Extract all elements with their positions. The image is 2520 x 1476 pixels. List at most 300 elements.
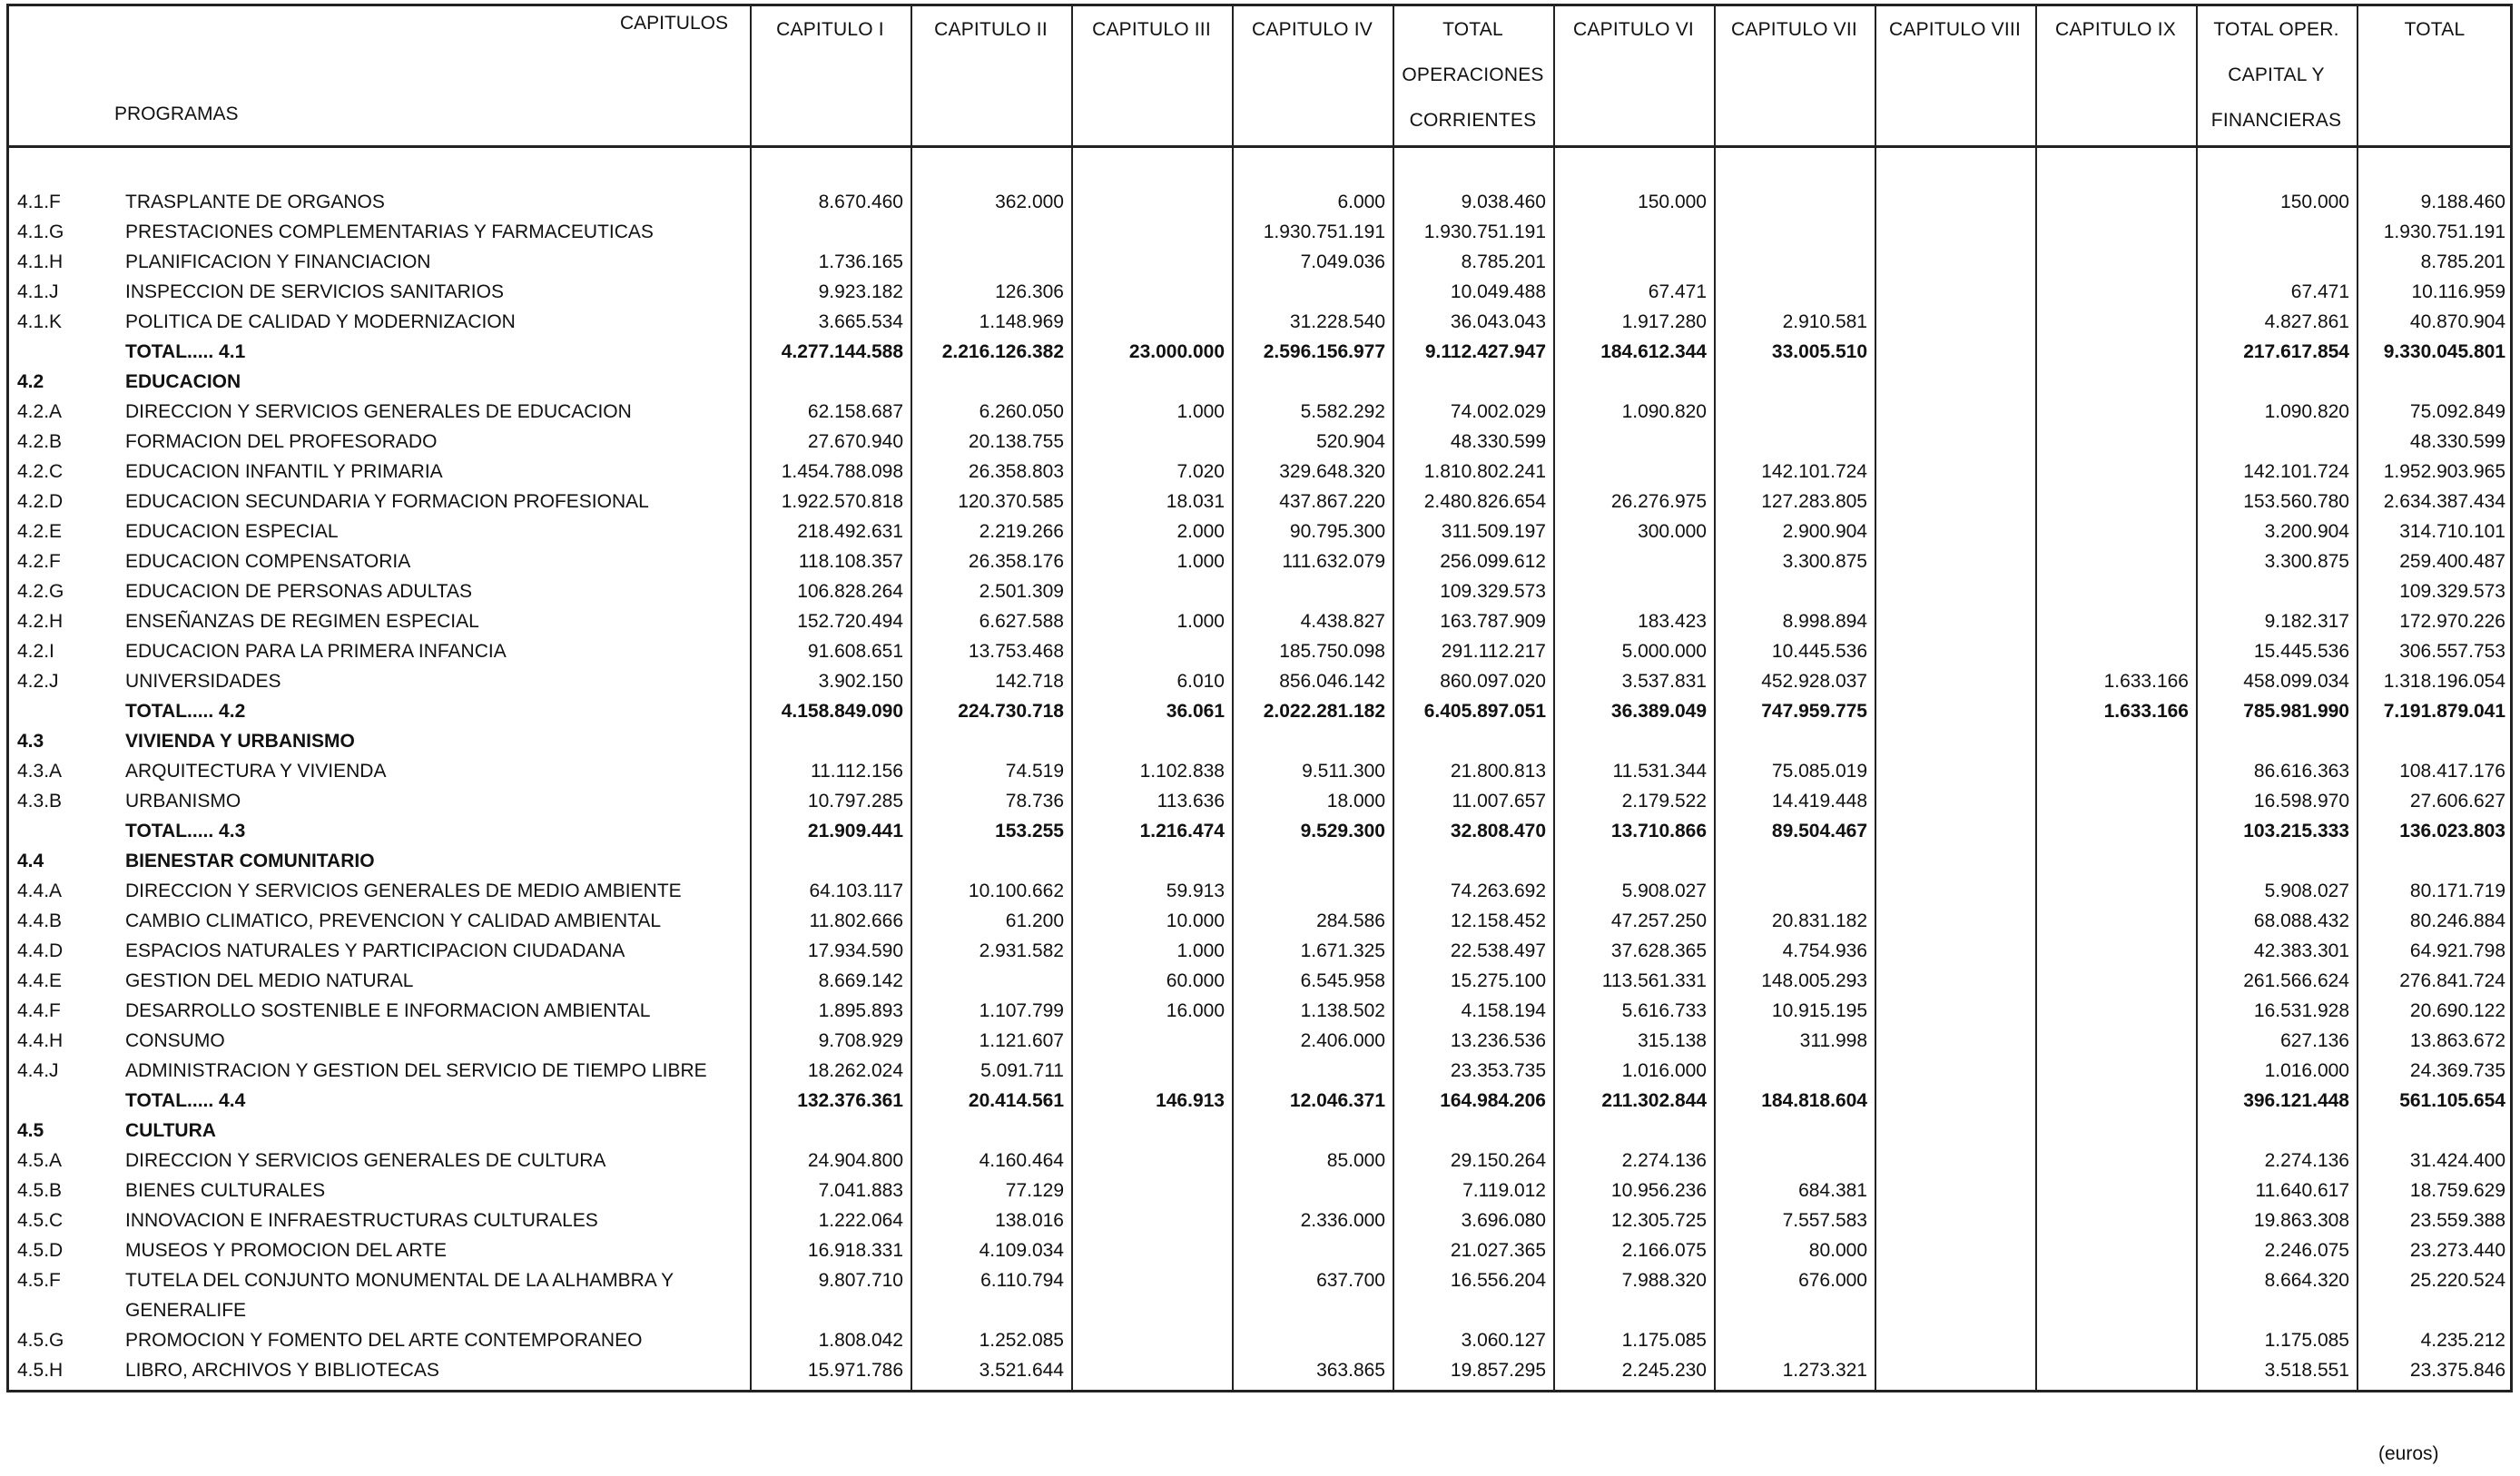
amount-cell: 1.090.820 [1621,401,1707,422]
amount-cell: 4.438.827 [1300,611,1385,632]
table-row [0,247,2520,277]
program-code: 4.4.D [17,940,64,961]
column-header-line: FINANCIERAS [2210,110,2342,131]
amount-cell: 132.376.361 [797,1090,903,1111]
amount-cell: 1.922.570.818 [781,491,903,512]
amount-cell: 3.300.875 [1782,551,1867,572]
amount-cell: 329.648.320 [1279,461,1385,482]
table-row [0,786,2520,816]
amount-cell: 185.750.098 [1279,641,1385,662]
program-code: 4.2.F [17,551,61,572]
amount-cell: 89.504.467 [1771,821,1867,841]
column-header-line: CAPITAL Y [2228,64,2325,85]
amount-cell: 362.000 [995,192,1064,212]
amount-cell: 8.664.320 [2264,1270,2349,1291]
amount-cell: 153.255 [995,821,1064,841]
column-header-line: TOTAL [1442,19,1503,40]
amount-cell: 25.220.524 [2409,1270,2505,1291]
amount-cell: 6.627.588 [979,611,1064,632]
amount-cell: 23.000.000 [1128,341,1225,362]
amount-cell: 1.930.751.191 [1263,221,1385,242]
amount-cell: 11.640.617 [2255,1180,2349,1201]
amount-cell: 4.158.849.090 [781,701,903,722]
amount-cell: 103.215.333 [2243,821,2349,841]
amount-cell: 68.088.432 [2253,910,2349,931]
amount-cell: 16.531.928 [2253,1000,2349,1021]
table-row [0,307,2520,337]
total-row [0,337,2520,367]
amount-cell: 27.606.627 [2409,791,2505,812]
column-header-line: CAPITULO II [934,19,1048,40]
program-code: 4.2.I [17,641,54,662]
amount-cell: 48.330.599 [1450,431,1546,452]
program-code: 4.2.H [17,611,64,632]
amount-cell: 1.148.969 [979,311,1064,332]
amount-cell: 627.136 [2280,1030,2349,1051]
program-name: DIRECCION Y SERVICIOS GENERALES DE MEDIO AMBIENTE [125,881,682,901]
program-name: GESTION DEL MEDIO NATURAL [125,970,414,991]
program-code: 4.1.G [17,221,64,242]
amount-cell: 10.445.536 [1771,641,1867,662]
program-name: TOTAL..... 4.2 [125,701,246,722]
amount-cell: 676.000 [1798,1270,1867,1291]
program-name: PROMOCION Y FOMENTO DEL ARTE CONTEMPORANEO [125,1330,643,1351]
table-row [0,906,2520,936]
program-code: 4.5.B [17,1180,63,1201]
amount-cell: 1.252.085 [979,1330,1064,1351]
program-name: POLITICA DE CALIDAD Y MODERNIZACION [125,311,516,332]
amount-cell: 9.708.929 [818,1030,903,1051]
amount-cell: 67.471 [1648,281,1707,302]
amount-cell: 109.329.573 [1440,581,1546,602]
amount-cell: 18.000 [1326,791,1385,812]
program-name: TOTAL..... 4.1 [125,341,246,362]
amount-cell: 136.023.803 [2399,821,2505,841]
table-row [0,966,2520,996]
program-name: ENSEÑANZAS DE REGIMEN ESPECIAL [125,611,479,632]
amount-cell: 77.129 [1005,1180,1064,1201]
amount-cell: 11.531.344 [1612,761,1707,782]
amount-cell: 2.634.387.434 [2383,491,2505,512]
amount-cell: 7.191.879.041 [2383,701,2505,722]
amount-cell: 17.934.590 [807,940,903,961]
amount-cell: 26.276.975 [1610,491,1707,512]
amount-cell: 5.582.292 [1300,401,1385,422]
amount-cell: 3.200.904 [2264,521,2349,542]
amount-cell: 561.105.654 [2399,1090,2505,1111]
amount-cell: 2.501.309 [979,581,1064,602]
table-row [0,1265,2520,1295]
amount-cell: 12.158.452 [1450,910,1546,931]
amount-cell: 9.188.460 [2420,192,2505,212]
amount-cell: 148.005.293 [1761,970,1867,991]
program-name: CONSUMO [125,1030,225,1051]
amount-cell: 11.112.156 [811,761,903,782]
table-row [0,1325,2520,1355]
amount-cell: 146.913 [1156,1090,1225,1111]
program-name: EDUCACION COMPENSATORIA [125,551,411,572]
amount-cell: 120.370.585 [958,491,1064,512]
amount-cell: 150.000 [1638,192,1707,212]
amount-cell: 2.022.281.182 [1263,701,1385,722]
program-name: EDUCACION INFANTIL Y PRIMARIA [125,461,443,482]
amount-cell: 106.828.264 [797,581,903,602]
amount-cell: 315.138 [1638,1030,1707,1051]
amount-cell: 74.519 [1005,761,1064,782]
amount-cell: 1.138.502 [1300,1000,1385,1021]
amount-cell: 3.521.644 [979,1360,1064,1381]
column-header-line: CAPITULO III [1092,19,1211,40]
program-code: 4.1.K [17,311,63,332]
amount-cell: 363.865 [1316,1360,1385,1381]
amount-cell: 1.454.788.098 [781,461,903,482]
program-code: 4.2.E [17,521,63,542]
amount-cell: 47.257.250 [1610,910,1707,931]
amount-cell: 23.375.846 [2409,1360,2505,1381]
amount-cell: 1.930.751.191 [2383,221,2505,242]
amount-cell: 7.119.012 [1462,1180,1546,1201]
amount-cell: 18.759.629 [2409,1180,2505,1201]
amount-cell: 6.545.958 [1300,970,1385,991]
amount-cell: 75.092.849 [2409,401,2505,422]
amount-cell: 284.586 [1316,910,1385,931]
total-row [0,816,2520,846]
amount-cell: 2.336.000 [1300,1210,1385,1231]
program-name: DIRECCION Y SERVICIOS GENERALES DE CULTURA [125,1150,606,1171]
amount-cell: 75.085.019 [1771,761,1867,782]
program-code: 4.2.J [17,671,59,692]
amount-cell: 458.099.034 [2243,671,2349,692]
amount-cell: 67.471 [2290,281,2349,302]
amount-cell: 2.274.136 [1621,1150,1707,1171]
table-row [0,217,2520,247]
program-name: INNOVACION E INFRAESTRUCTURAS CULTURALES [125,1210,598,1231]
amount-cell: 42.383.301 [2253,940,2349,961]
amount-cell: 3.696.080 [1461,1210,1546,1231]
amount-cell: 22.538.497 [1450,940,1546,961]
program-code: 4.2.C [17,461,64,482]
table-row [0,427,2520,457]
amount-cell: 29.150.264 [1450,1150,1546,1171]
amount-cell: 18.031 [1166,491,1225,512]
amount-cell: 10.116.959 [2411,281,2505,302]
program-name: FORMACION DEL PROFESORADO [125,431,438,452]
total-row [0,1086,2520,1116]
column-header-line: TOTAL OPER. [2213,19,2339,40]
amount-cell: 452.928.037 [1761,671,1867,692]
amount-cell: 256.099.612 [1440,551,1546,572]
program-code: 4.3.A [17,761,63,782]
amount-cell: 152.720.494 [797,611,903,632]
amount-cell: 19.857.295 [1450,1360,1546,1381]
amount-cell: 856.046.142 [1279,671,1385,692]
column-header-line: CAPITULO VII [1731,19,1857,40]
amount-cell: 3.518.551 [2264,1360,2349,1381]
amount-cell: 36.043.043 [1450,311,1546,332]
program-name: EDUCACION ESPECIAL [125,521,339,542]
amount-cell: 1.121.607 [979,1030,1064,1051]
amount-cell: 437.867.220 [1279,491,1385,512]
amount-cell: 224.730.718 [958,701,1064,722]
amount-cell: 306.557.753 [2399,641,2505,662]
program-name: TOTAL..... 4.3 [125,821,246,841]
amount-cell: 12.046.371 [1289,1090,1385,1111]
amount-cell: 10.956.236 [1610,1180,1707,1201]
program-name: PLANIFICACION Y FINANCIACION [125,251,431,272]
amount-cell: 23.559.388 [2409,1210,2505,1231]
amount-cell: 60.000 [1166,970,1225,991]
amount-cell: 5.908.027 [2264,881,2349,901]
program-name: CULTURA [125,1120,216,1141]
amount-cell: 11.007.657 [1452,791,1546,812]
amount-cell: 23.353.735 [1450,1060,1546,1081]
amount-cell: 4.827.861 [2264,311,2349,332]
amount-cell: 16.000 [1166,1000,1225,1021]
amount-cell: 27.670.940 [807,431,903,452]
program-code: 4.1.H [17,251,64,272]
amount-cell: 7.041.883 [818,1180,903,1201]
amount-cell: 20.138.755 [968,431,1064,452]
amount-cell: 18.262.024 [807,1060,903,1081]
amount-cell: 150.000 [2280,192,2349,212]
program-name: UNIVERSIDADES [125,671,281,692]
amount-cell: 85.000 [1326,1150,1385,1171]
program-code: 4.5 [17,1120,44,1141]
amount-cell: 20.414.561 [968,1090,1064,1111]
program-name: URBANISMO [125,791,241,812]
table-row [0,666,2520,696]
amount-cell: 31.424.400 [2409,1150,2505,1171]
amount-cell: 314.710.101 [2399,521,2505,542]
amount-cell: 9.182.317 [2264,611,2349,632]
program-code: 4.1.F [17,192,61,212]
amount-cell: 6.405.897.051 [1423,701,1546,722]
amount-cell: 2.216.126.382 [941,341,1064,362]
amount-cell: 10.915.195 [1771,1000,1867,1021]
column-header-line: OPERACIONES [1402,64,1544,85]
amount-cell: 1.016.000 [1621,1060,1707,1081]
amount-cell: 4.109.034 [979,1240,1064,1261]
amount-cell: 86.616.363 [2253,761,2349,782]
table-row [0,517,2520,546]
amount-cell: 13.863.672 [2409,1030,2505,1051]
program-name: LIBRO, ARCHIVOS Y BIBLIOTECAS [125,1360,439,1381]
amount-cell: 1.107.799 [979,1000,1064,1021]
amount-cell: 36.389.049 [1610,701,1707,722]
program-code: 4.5.D [17,1240,64,1261]
amount-cell: 300.000 [1638,521,1707,542]
amount-cell: 1.736.165 [818,251,903,272]
amount-cell: 276.841.724 [2399,970,2505,991]
amount-cell: 8.669.142 [818,970,903,991]
amount-cell: 5.616.733 [1621,1000,1707,1021]
amount-cell: 747.959.775 [1761,701,1867,722]
amount-cell: 16.556.204 [1450,1270,1546,1291]
program-code: 4.3.B [17,791,63,812]
program-code: 4.2.G [17,581,64,602]
amount-cell: 1.930.751.191 [1423,221,1546,242]
amount-cell: 2.219.266 [979,521,1064,542]
amount-cell: 20.831.182 [1771,910,1867,931]
amount-cell: 23.273.440 [2409,1240,2505,1261]
table-row [0,936,2520,966]
amount-cell: 2.406.000 [1300,1030,1385,1051]
amount-cell: 218.492.631 [797,521,903,542]
amount-cell: 9.330.045.801 [2383,341,2505,362]
program-code: 4.3 [17,731,44,752]
amount-cell: 21.800.813 [1450,761,1546,782]
amount-cell: 142.101.724 [2243,461,2349,482]
program-name: TRASPLANTE DE ORGANOS [125,192,385,212]
column-header-line: CAPITULO IV [1252,19,1373,40]
table-row [0,187,2520,217]
amount-cell: 1.000 [1176,611,1225,632]
amount-cell: 1.216.474 [1139,821,1225,841]
amount-cell: 3.665.534 [818,311,903,332]
amount-cell: 13.753.468 [968,641,1064,662]
amount-cell: 1.917.280 [1621,311,1707,332]
column-header-line: CAPITULO VIII [1889,19,2021,40]
amount-cell: 8.670.460 [818,192,903,212]
program-code: 4.2.B [17,431,63,452]
program-code: 4.2.D [17,491,64,512]
program-code: 4.5.F [17,1270,61,1291]
amount-cell: 6.260.050 [979,401,1064,422]
amount-cell: 64.921.798 [2409,940,2505,961]
program-code: 4.4.B [17,910,63,931]
amount-cell: 24.904.800 [807,1150,903,1171]
amount-cell: 74.263.692 [1450,881,1546,901]
section-heading-row [0,846,2520,876]
section-heading-row [0,726,2520,756]
table-row [0,606,2520,636]
amount-cell: 2.900.904 [1782,521,1867,542]
amount-cell: 7.988.320 [1621,1270,1707,1291]
program-code: 4.1.J [17,281,59,302]
amount-cell: 1.810.802.241 [1423,461,1546,482]
amount-cell: 1.090.820 [2264,401,2349,422]
section-heading-row [0,1116,2520,1146]
amount-cell: 4.235.212 [2420,1330,2505,1351]
amount-cell: 80.246.884 [2409,910,2505,931]
amount-cell: 1.222.064 [818,1210,903,1231]
amount-cell: 138.016 [995,1210,1064,1231]
amount-cell: 118.108.357 [798,551,903,572]
amount-cell: 142.101.724 [1761,461,1867,482]
program-name: MUSEOS Y PROMOCION DEL ARTE [125,1240,447,1261]
amount-cell: 80.171.719 [2409,881,2505,901]
table-row [0,1235,2520,1265]
program-code: 4.4.E [17,970,63,991]
programas-header-label: PROGRAMAS [114,103,239,124]
amount-cell: 13.710.866 [1610,821,1707,841]
amount-cell: 153.560.780 [2243,491,2349,512]
amount-cell: 11.802.666 [809,910,903,931]
amount-cell: 16.598.970 [2253,791,2349,812]
table-row [0,487,2520,517]
program-name: INSPECCION DE SERVICIOS SANITARIOS [125,281,504,302]
amount-cell: 184.612.344 [1600,341,1707,362]
amount-cell: 1.633.166 [2103,671,2189,692]
amount-cell: 261.566.624 [2243,970,2349,991]
program-name: BIENESTAR COMUNITARIO [125,851,375,871]
amount-cell: 31.228.540 [1289,311,1385,332]
amount-cell: 172.970.226 [2399,611,2505,632]
amount-cell: 19.863.308 [2253,1210,2349,1231]
amount-cell: 26.358.176 [968,551,1064,572]
amount-cell: 1.273.321 [1782,1360,1867,1381]
amount-cell: 211.302.844 [1601,1090,1707,1111]
program-name: PRESTACIONES COMPLEMENTARIAS Y FARMACEUTICAS [125,221,654,242]
amount-cell: 311.998 [1799,1030,1867,1051]
amount-cell: 91.608.651 [807,641,903,662]
amount-cell: 2.931.582 [979,940,1064,961]
section-heading-row [0,367,2520,397]
amount-cell: 15.445.536 [2253,641,2349,662]
amount-cell: 3.902.150 [818,671,903,692]
amount-cell: 21.909.441 [807,821,903,841]
amount-cell: 2.274.136 [2264,1150,2349,1171]
amount-cell: 163.787.909 [1440,611,1546,632]
amount-cell: 1.000 [1176,940,1225,961]
amount-cell: 113.561.331 [1601,970,1707,991]
amount-cell: 62.158.687 [807,401,903,422]
table-row [0,457,2520,487]
amount-cell: 5.908.027 [1621,881,1707,901]
program-name: TUTELA DEL CONJUNTO MONUMENTAL DE LA ALHAMBRA Y [125,1270,674,1291]
amount-cell: 36.061 [1166,701,1225,722]
amount-cell: 2.179.522 [1621,791,1707,812]
program-name: EDUCACION DE PERSONAS ADULTAS [125,581,472,602]
amount-cell: 1.000 [1176,551,1225,572]
program-name: EDUCACION [125,371,241,392]
amount-cell: 59.913 [1166,881,1225,901]
amount-cell: 1.016.000 [2264,1060,2349,1081]
amount-cell: 2.246.075 [2264,1240,2349,1261]
amount-cell: 64.103.117 [809,881,903,901]
amount-cell: 5.000.000 [1621,641,1707,662]
table-row [0,397,2520,427]
amount-cell: 1.175.085 [1621,1330,1707,1351]
amount-cell: 15.275.100 [1450,970,1546,991]
program-name: VIVIENDA Y URBANISMO [125,731,355,752]
total-row [0,696,2520,726]
amount-cell: 1.952.903.965 [2383,461,2505,482]
amount-cell: 4.277.144.588 [781,341,903,362]
column-header-line: CAPITULO IX [2055,19,2176,40]
amount-cell: 32.808.470 [1450,821,1546,841]
amount-cell: 90.795.300 [1289,521,1385,542]
program-name: DESARROLLO SOSTENIBLE E INFORMACION AMBIENTAL [125,1000,651,1021]
amount-cell: 1.175.085 [2264,1330,2349,1351]
amount-cell: 860.097.020 [1440,671,1546,692]
amount-cell: 4.158.194 [1461,1000,1546,1021]
amount-cell: 2.000 [1176,521,1225,542]
program-name: ARQUITECTURA Y VIVIENDA [125,761,387,782]
amount-cell: 21.027.365 [1450,1240,1546,1261]
amount-cell: 2.596.156.977 [1263,341,1385,362]
amount-cell: 40.870.904 [2409,311,2505,332]
amount-cell: 291.112.217 [1441,641,1546,662]
column-header-line: CORRIENTES [1409,110,1537,131]
amount-cell: 259.400.487 [2399,551,2505,572]
amount-cell: 26.358.803 [968,461,1064,482]
amount-cell: 184.818.604 [1761,1090,1867,1111]
amount-cell: 8.785.201 [2420,251,2505,272]
amount-cell: 24.369.735 [2409,1060,2505,1081]
header-divider [6,145,2513,148]
program-name: EDUCACION PARA LA PRIMERA INFANCIA [125,641,507,662]
